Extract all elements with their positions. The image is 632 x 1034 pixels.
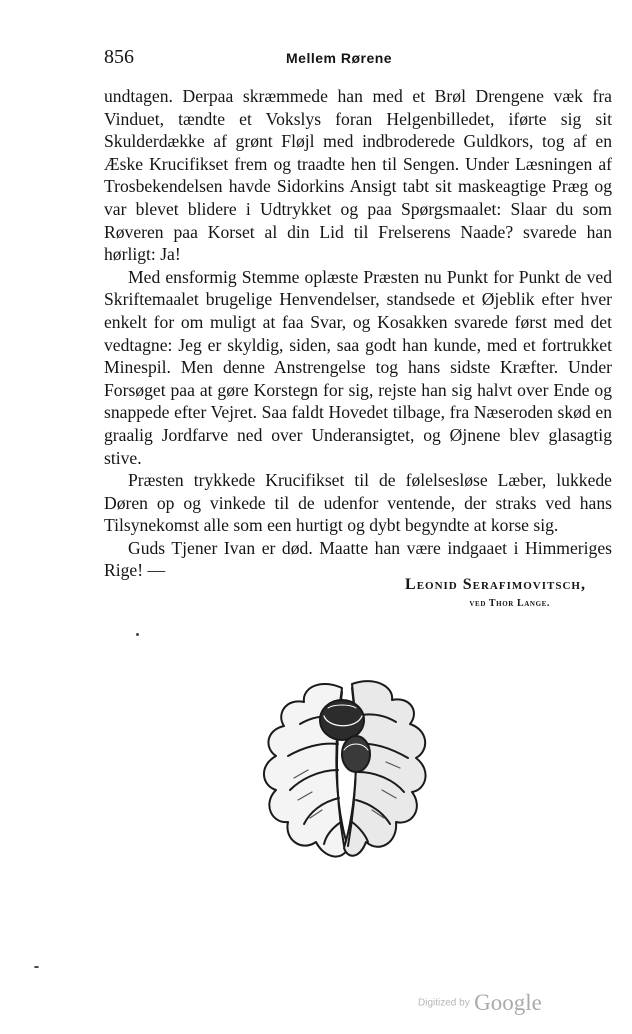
paragraph-4: Guds Tjener Ivan er død. Maatte han være indgaaet i Himmeriges Rige! — — [104, 537, 612, 581]
running-title: Mellem Rørene — [286, 50, 393, 66]
signature-block — [405, 576, 586, 609]
oak-leaf-acorn-vignette-icon — [224, 658, 464, 898]
digitized-by-google-watermark — [418, 990, 542, 1016]
paragraph-3: Præsten trykkede Krucifikset til de følelsesløse Læber, lukkede Døren op og vinkede til de udenfor ventende, der straks ved hans Tilsynekomst alle som een hurtigt og dybt begyndte at korse sig. — [104, 470, 612, 536]
stray-ink-mark — [136, 633, 139, 636]
author-name: Leonid Serafimovitsch, — [405, 576, 586, 593]
page-number: 856 — [104, 46, 134, 68]
translator-credit: ved Thor Lange. — [469, 598, 550, 609]
body-text — [104, 85, 612, 582]
paragraph-2: Med ensformig Stemme oplæste Præsten nu Punkt for Punkt de ved Skriftemaalet brugelige Henvendelser, standsede et Øjeblik efter hver enkelt for om muligt at faa Svar, og Kosakken svarede først med det vedtagne: Jeg er skyldig, siden, saa godt han kunde, med et fortrukket Minespil. Men denne Anstrengelse tog hans sidste Kræfter. Under Forsøget paa at gøre Korstegn for sig, rejste han sig halvt over Ende og snappede efter Vejret. Saa faldt Hovedet tilbage, fra Næseroden skød en graalig Jordfarve ned over Underansigtet, og Øjnene blev glasagtig stive. — [104, 266, 612, 468]
watermark-prefix: Digitized by — [418, 997, 470, 1009]
running-head — [104, 46, 612, 70]
stray-ink-mark — [34, 966, 39, 968]
google-logo: Google — [474, 990, 542, 1015]
paragraph-1: undtagen. Derpaa skræmmede han med et Brøl Drengene væk fra Vinduet, tændte et Vokslys foran Helgenbilledet, iførte sig sit Skulderdække af grønt Fløjl med indbroderede Guldkors, tog af en Æske Krucifikset frem og traadte hen til Sengen. Under Læsningen af Trosbekendelsen havde Sidorkins Ansigt tabt sit maskeagtige Præg og var blevet blidere i Udtrykket og paa Spørgsmaalet: Slaar du som Røveren paa Korset al din Lid til Frelserens Naade? svarede han hørligt: Ja! — [104, 86, 612, 265]
